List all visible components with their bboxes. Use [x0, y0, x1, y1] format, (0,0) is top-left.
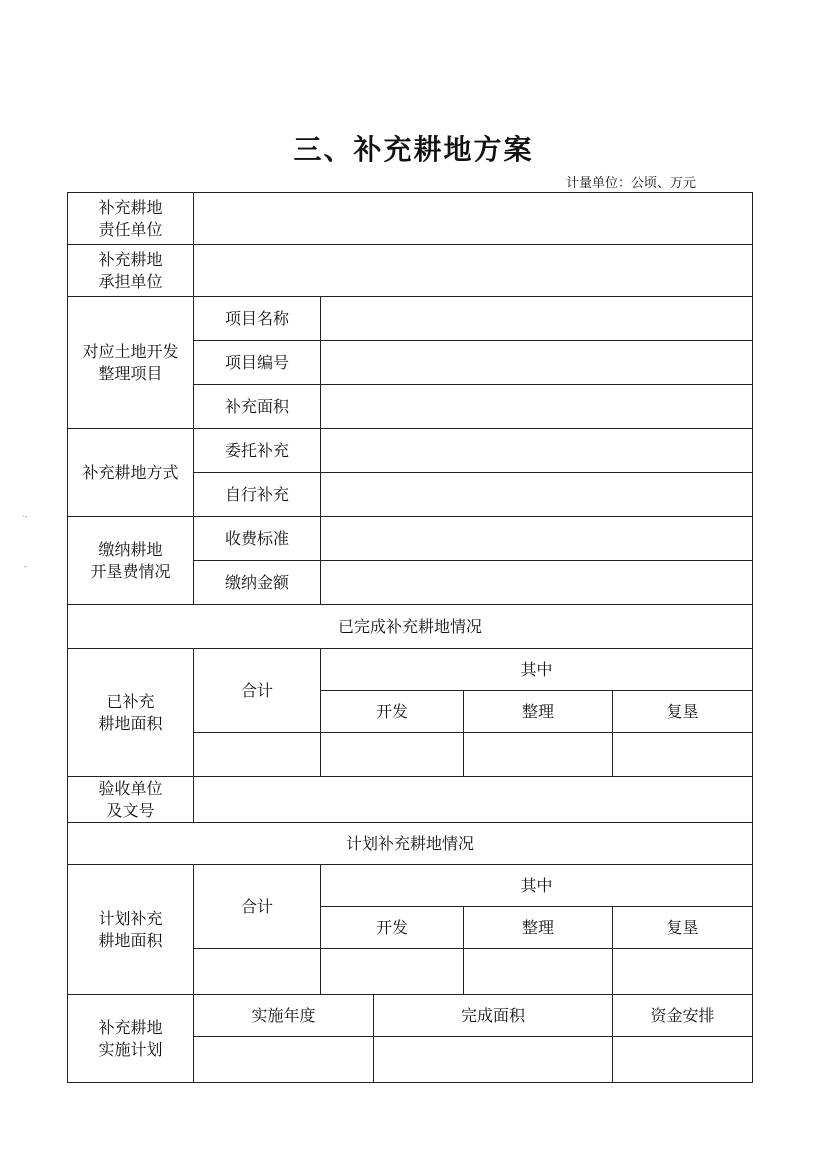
planned-total-field[interactable] — [194, 949, 321, 995]
completed-section-header: 已完成补充耕地情况 — [68, 605, 753, 649]
completed-consolidate-header: 整理 — [464, 691, 613, 733]
acceptance-field[interactable] — [194, 777, 753, 823]
completed-develop-header: 开发 — [321, 691, 464, 733]
scan-mark: - — [24, 562, 27, 571]
undertaking-unit-field[interactable] — [194, 245, 753, 297]
planned-of-which-header: 其中 — [321, 865, 753, 907]
completed-area-field[interactable] — [374, 1037, 613, 1083]
planned-reclaim-field[interactable] — [613, 949, 753, 995]
self-supplement-label: 自行补充 — [194, 473, 321, 517]
responsible-unit-label: 补充耕地 责任单位 — [68, 193, 194, 245]
supplement-plan-table — [67, 192, 753, 1083]
project-name-field[interactable] — [321, 297, 753, 341]
acceptance-label: 验收单位 及文号 — [68, 777, 194, 823]
entrusted-field[interactable] — [321, 429, 753, 473]
planned-area-label: 计划补充 耕地面积 — [68, 865, 194, 995]
funding-header: 资金安排 — [613, 995, 753, 1037]
planned-section-header: 计划补充耕地情况 — [68, 823, 753, 865]
completed-area-header: 完成面积 — [374, 995, 613, 1037]
planned-consolidate-header: 整理 — [464, 907, 613, 949]
completed-of-which-header: 其中 — [321, 649, 753, 691]
project-name-label: 项目名称 — [194, 297, 321, 341]
completed-reclaim-header: 复垦 — [613, 691, 753, 733]
unit-note: 计量单位：公顷、万元 — [566, 176, 697, 191]
funding-field[interactable] — [613, 1037, 753, 1083]
supplement-area-field[interactable] — [321, 385, 753, 429]
year-field[interactable] — [194, 1037, 374, 1083]
implementation-plan-label: 补充耕地 实施计划 — [68, 995, 194, 1083]
supplement-area-label: 补充面积 — [194, 385, 321, 429]
scan-mark: ·- — [22, 512, 28, 521]
fee-standard-label: 收费标准 — [194, 517, 321, 561]
project-number-field[interactable] — [321, 341, 753, 385]
planned-develop-header: 开发 — [321, 907, 464, 949]
planned-total-header: 合计 — [194, 865, 321, 949]
completed-total-header: 合计 — [194, 649, 321, 733]
completed-total-field[interactable] — [194, 733, 321, 777]
project-label: 对应土地开发 整理项目 — [68, 297, 194, 429]
planned-develop-field[interactable] — [321, 949, 464, 995]
page-title: 三、补充耕地方案 — [293, 133, 534, 166]
completed-consolidate-field[interactable] — [464, 733, 613, 777]
completed-area-label: 已补充 耕地面积 — [68, 649, 194, 777]
paid-amount-field[interactable] — [321, 561, 753, 605]
self-supplement-field[interactable] — [321, 473, 753, 517]
project-number-label: 项目编号 — [194, 341, 321, 385]
method-label: 补充耕地方式 — [68, 429, 194, 517]
entrusted-label: 委托补充 — [194, 429, 321, 473]
year-header: 实施年度 — [194, 995, 374, 1037]
planned-reclaim-header: 复垦 — [613, 907, 753, 949]
fee-label: 缴纳耕地 开垦费情况 — [68, 517, 194, 605]
paid-amount-label: 缴纳金额 — [194, 561, 321, 605]
completed-reclaim-field[interactable] — [613, 733, 753, 777]
completed-develop-field[interactable] — [321, 733, 464, 777]
responsible-unit-field[interactable] — [194, 193, 753, 245]
fee-standard-field[interactable] — [321, 517, 753, 561]
undertaking-unit-label: 补充耕地 承担单位 — [68, 245, 194, 297]
planned-consolidate-field[interactable] — [464, 949, 613, 995]
